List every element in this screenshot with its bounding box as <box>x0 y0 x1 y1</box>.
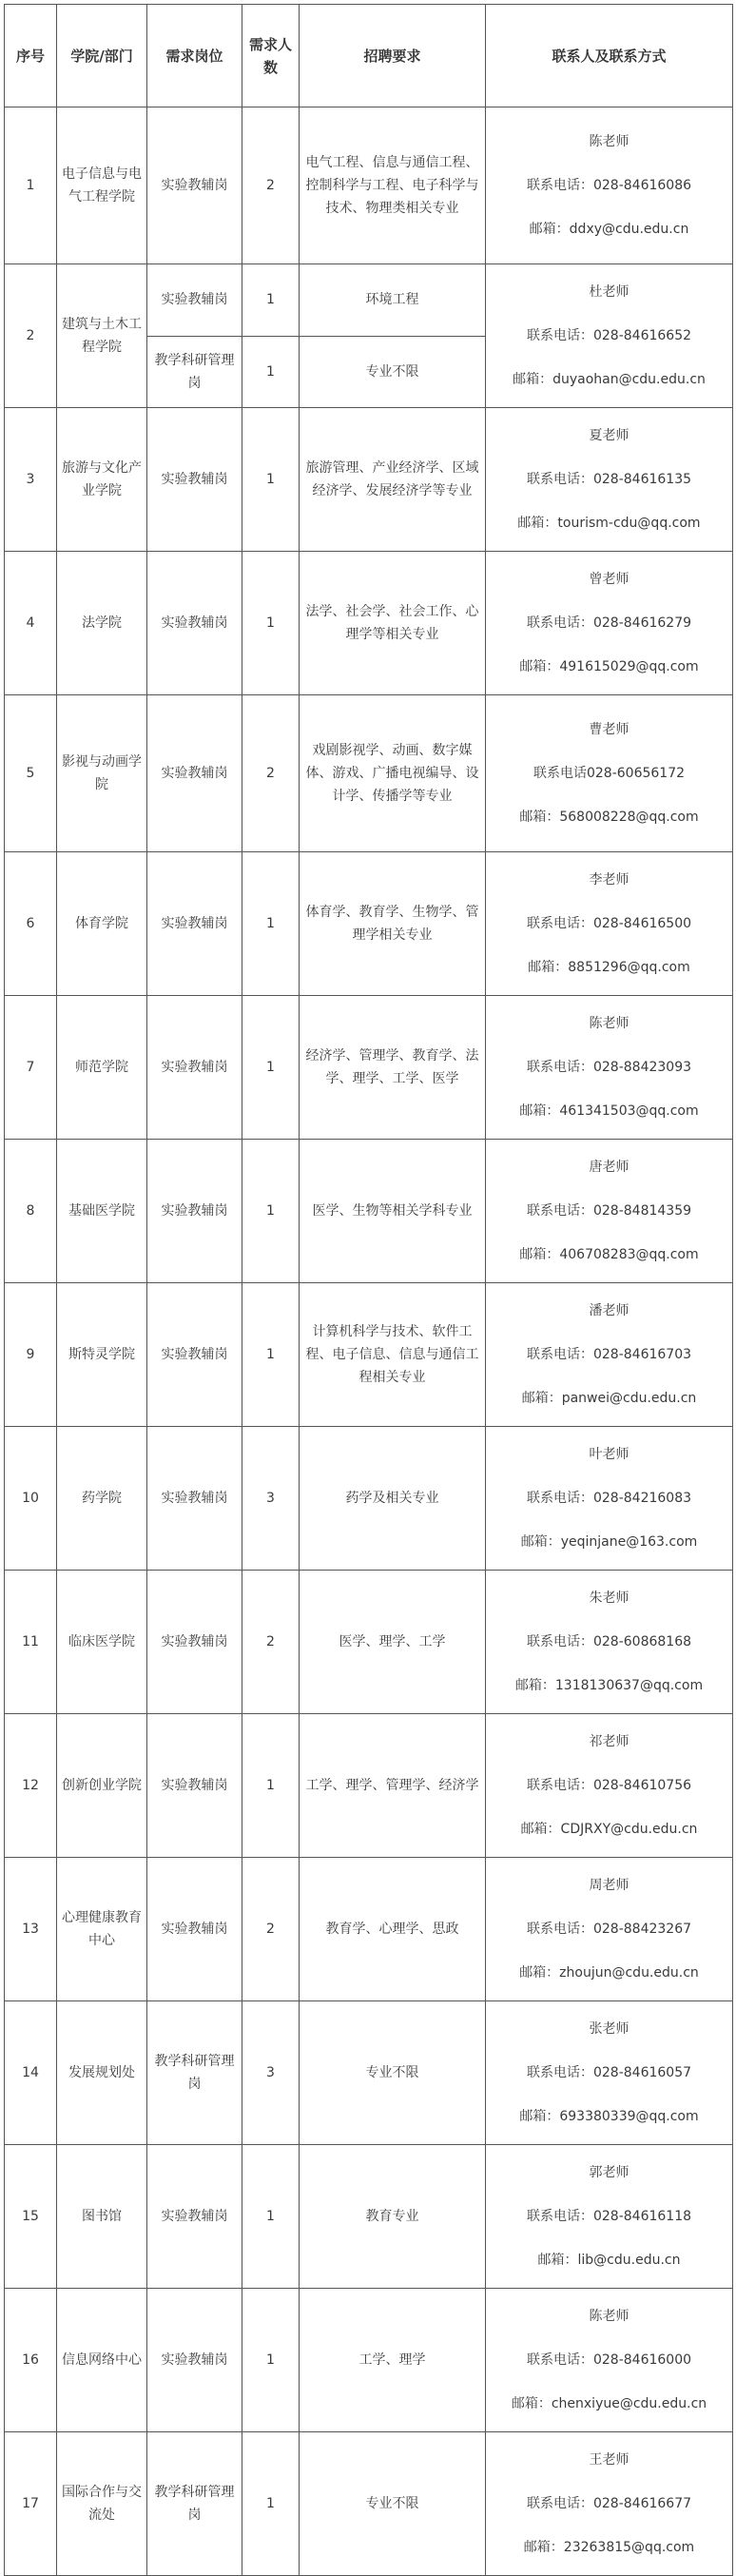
row-count: 1 <box>242 1283 300 1427</box>
row-seq: 6 <box>5 852 57 996</box>
row-requirements: 工学、理学 <box>300 2289 486 2432</box>
row-seq: 3 <box>5 408 57 552</box>
contact-phone: 联系电话028-60656172 <box>533 766 686 781</box>
row-count: 1 <box>242 408 300 552</box>
row-dept: 临床医学院 <box>57 1571 147 1714</box>
row-post: 实验教辅岗 <box>147 2289 242 2432</box>
row-contact <box>486 408 733 552</box>
row-post: 实验教辅岗 <box>147 1140 242 1283</box>
row-seq: 7 <box>5 996 57 1140</box>
row-count: 2 <box>242 1571 300 1714</box>
row-dept: 国际合作与交流处 <box>57 2432 147 2576</box>
row-seq: 9 <box>5 1283 57 1427</box>
row-requirements: 经济学、管理学、教育学、法学、理学、工学、医学 <box>300 996 486 1140</box>
contact-phone: 联系电话：028-84616652 <box>526 328 692 343</box>
row-seq: 17 <box>5 2432 57 2576</box>
row-post: 实验教辅岗 <box>147 1858 242 2001</box>
row-count: 3 <box>242 1427 300 1571</box>
row-contact <box>486 2432 733 2576</box>
row-contact <box>486 1427 733 1571</box>
contact-email: 邮箱：chenxiyue@cdu.edu.cn <box>511 2396 707 2411</box>
table-row <box>5 695 733 852</box>
row-dept: 创新创业学院 <box>57 1714 147 1858</box>
contact-person: 曾老师 <box>589 572 629 587</box>
row-seq: 1 <box>5 107 57 264</box>
row-seq: 5 <box>5 695 57 852</box>
row-dept: 法学院 <box>57 552 147 695</box>
row-contact <box>486 107 733 264</box>
row-requirements: 环境工程 <box>300 264 486 337</box>
row-dept: 药学院 <box>57 1427 147 1571</box>
table-row <box>5 552 733 695</box>
row-post: 实验教辅岗 <box>147 996 242 1140</box>
row-dept: 电子信息与电气工程学院 <box>57 107 147 264</box>
contact-phone: 联系电话：028-84814359 <box>526 1203 692 1219</box>
row-requirements: 专业不限 <box>300 2432 486 2576</box>
row-contact <box>486 2289 733 2432</box>
row-seq: 15 <box>5 2145 57 2289</box>
contact-email: 邮箱：491615029@qq.com <box>519 659 699 674</box>
contact-person: 陈老师 <box>589 134 629 149</box>
row-count: 1 <box>242 336 300 408</box>
row-post: 教学科研管理岗 <box>147 336 242 408</box>
row-post: 实验教辅岗 <box>147 1427 242 1571</box>
row-dept: 斯特灵学院 <box>57 1283 147 1427</box>
row-dept: 图书馆 <box>57 2145 147 2289</box>
table-row <box>5 1283 733 1427</box>
row-contact <box>486 1283 733 1427</box>
row-count: 1 <box>242 552 300 695</box>
row-post: 实验教辅岗 <box>147 107 242 264</box>
contact-email: 邮箱：duyaohan@cdu.edu.cn <box>513 372 706 387</box>
header-dept: 学院/部门 <box>57 5 147 107</box>
contact-phone: 联系电话：028-84616057 <box>526 2065 692 2080</box>
row-count: 1 <box>242 2289 300 2432</box>
table-row <box>5 2145 733 2289</box>
row-count: 2 <box>242 695 300 852</box>
contact-phone: 联系电话：028-84616086 <box>526 178 692 193</box>
row-requirements: 医学、生物等相关学科专业 <box>300 1140 486 1283</box>
contact-phone: 联系电话：028-84616135 <box>526 472 692 487</box>
contact-person: 王老师 <box>589 2452 629 2468</box>
contact-person: 朱老师 <box>589 1590 629 1606</box>
contact-person: 周老师 <box>589 1878 629 1893</box>
row-post: 实验教辅岗 <box>147 264 242 337</box>
row-requirements: 工学、理学、管理学、经济学 <box>300 1714 486 1858</box>
header-contact: 联系人及联系方式 <box>486 5 733 107</box>
contact-phone: 联系电话：028-84616118 <box>526 2209 692 2224</box>
contact-phone: 联系电话：028-84616000 <box>526 2352 692 2368</box>
contact-person: 叶老师 <box>589 1447 629 1462</box>
row-post: 实验教辅岗 <box>147 852 242 996</box>
row-count: 1 <box>242 264 300 337</box>
row-contact <box>486 2145 733 2289</box>
table-row <box>5 996 733 1140</box>
row-requirements: 电气工程、信息与通信工程、控制科学与工程、电子科学与技术、物理类相关专业 <box>300 107 486 264</box>
row-requirements: 药学及相关专业 <box>300 1427 486 1571</box>
row-seq: 4 <box>5 552 57 695</box>
contact-email: 邮箱：406708283@qq.com <box>519 1247 699 1262</box>
contact-person: 祁老师 <box>589 1734 629 1749</box>
table-row <box>5 1427 733 1571</box>
row-dept: 师范学院 <box>57 996 147 1140</box>
row-seq: 14 <box>5 2001 57 2145</box>
contact-person: 郭老师 <box>589 2165 629 2180</box>
row-seq: 8 <box>5 1140 57 1283</box>
row-requirements: 专业不限 <box>300 2001 486 2145</box>
contact-email: 邮箱：8851296@qq.com <box>528 960 690 975</box>
row-requirements: 教育学、心理学、思政 <box>300 1858 486 2001</box>
row-post: 实验教辅岗 <box>147 695 242 852</box>
contact-phone: 联系电话：028-88423093 <box>526 1060 692 1075</box>
row-post: 教学科研管理岗 <box>147 2432 242 2576</box>
row-count: 3 <box>242 2001 300 2145</box>
row-count: 1 <box>242 852 300 996</box>
row-dept: 影视与动画学院 <box>57 695 147 852</box>
table-row <box>5 107 733 264</box>
contact-person: 唐老师 <box>589 1160 629 1175</box>
row-count: 1 <box>242 1140 300 1283</box>
contact-person: 夏老师 <box>589 428 629 443</box>
recruitment-table-container <box>4 4 732 2576</box>
row-requirements: 医学、理学、工学 <box>300 1571 486 1714</box>
table-row <box>5 1571 733 1714</box>
row-requirements: 计算机科学与技术、软件工程、电子信息、信息与通信工程相关专业 <box>300 1283 486 1427</box>
row-contact <box>486 695 733 852</box>
row-seq: 12 <box>5 1714 57 1858</box>
row-seq: 11 <box>5 1571 57 1714</box>
contact-email: 邮箱：lib@cdu.edu.cn <box>537 2253 681 2268</box>
row-post: 实验教辅岗 <box>147 408 242 552</box>
row-dept: 发展规划处 <box>57 2001 147 2145</box>
row-count: 2 <box>242 1858 300 2001</box>
table-row <box>5 2432 733 2576</box>
table-row <box>5 1858 733 2001</box>
header-requirements: 招聘要求 <box>300 5 486 107</box>
contact-email: 邮箱：1318130637@qq.com <box>514 1678 704 1693</box>
row-seq: 16 <box>5 2289 57 2432</box>
row-post: 教学科研管理岗 <box>147 2001 242 2145</box>
contact-email: 邮箱：panwei@cdu.edu.cn <box>521 1391 697 1406</box>
row-contact <box>486 1140 733 1283</box>
row-dept: 旅游与文化产业学院 <box>57 408 147 552</box>
header-seq: 序号 <box>5 5 57 107</box>
row-count: 2 <box>242 107 300 264</box>
contact-email: 邮箱：ddxy@cdu.edu.cn <box>529 222 689 237</box>
contact-person: 李老师 <box>589 872 629 888</box>
row-post: 实验教辅岗 <box>147 2145 242 2289</box>
row-post: 实验教辅岗 <box>147 1283 242 1427</box>
contact-phone: 联系电话：028-84616677 <box>526 2496 692 2511</box>
table-row <box>5 1140 733 1283</box>
contact-phone: 联系电话：028-84616703 <box>526 1347 692 1362</box>
contact-email: 邮箱：tourism-cdu@qq.com <box>517 516 701 531</box>
row-dept: 体育学院 <box>57 852 147 996</box>
row-dept: 心理健康教育中心 <box>57 1858 147 2001</box>
table-row <box>5 408 733 552</box>
table-row <box>5 852 733 996</box>
table-row <box>5 2001 733 2145</box>
row-requirements: 专业不限 <box>300 336 486 408</box>
contact-person: 潘老师 <box>589 1303 629 1318</box>
contact-email: 邮箱：yeqinjane@163.com <box>520 1534 698 1550</box>
row-contact <box>486 264 733 408</box>
contact-person: 曹老师 <box>589 722 629 737</box>
recruitment-table <box>4 4 733 2576</box>
contact-email: 邮箱：693380339@qq.com <box>519 2109 699 2124</box>
contact-person: 张老师 <box>589 2021 629 2037</box>
row-requirements: 体育学、教育学、生物学、管理学相关专业 <box>300 852 486 996</box>
contact-phone: 联系电话：028-88423267 <box>526 1922 692 1937</box>
row-count: 1 <box>242 1714 300 1858</box>
contact-person: 陈老师 <box>589 1016 629 1031</box>
row-count: 1 <box>242 2145 300 2289</box>
row-dept: 建筑与土木工程学院 <box>57 264 147 408</box>
contact-phone: 联系电话：028-84610756 <box>526 1778 692 1793</box>
row-post: 实验教辅岗 <box>147 552 242 695</box>
contact-email: 邮箱：zhoujun@cdu.edu.cn <box>519 1965 699 1981</box>
row-seq: 2 <box>5 264 57 408</box>
row-post: 实验教辅岗 <box>147 1571 242 1714</box>
contact-email: 邮箱：23263815@qq.com <box>523 2540 695 2555</box>
header-count: 需求人数 <box>242 5 300 107</box>
row-requirements: 戏剧影视学、动画、数字媒体、游戏、广播电视编导、设计学、传播学等专业 <box>300 695 486 852</box>
row-requirements: 教育专业 <box>300 2145 486 2289</box>
table-header-row <box>5 5 733 107</box>
row-requirements: 法学、社会学、社会工作、心理学等相关专业 <box>300 552 486 695</box>
row-requirements: 旅游管理、产业经济学、区域经济学、发展经济学等专业 <box>300 408 486 552</box>
row-count: 1 <box>242 996 300 1140</box>
contact-phone: 联系电话：028-84616500 <box>526 916 692 931</box>
contact-phone: 联系电话：028-84616279 <box>526 615 692 631</box>
contact-person: 陈老师 <box>589 2309 629 2324</box>
row-post: 实验教辅岗 <box>147 1714 242 1858</box>
contact-email: 邮箱：461341503@qq.com <box>519 1103 699 1119</box>
row-contact <box>486 1714 733 1858</box>
row-contact <box>486 852 733 996</box>
row-contact <box>486 996 733 1140</box>
row-count: 1 <box>242 2432 300 2576</box>
table-body <box>5 107 733 2576</box>
contact-phone: 联系电话：028-60868168 <box>526 1634 692 1649</box>
row-contact <box>486 552 733 695</box>
contact-email: 邮箱：CDJRXY@cdu.edu.cn <box>520 1822 698 1837</box>
table-row <box>5 1714 733 1858</box>
table-row <box>5 2289 733 2432</box>
row-contact <box>486 1858 733 2001</box>
row-contact <box>486 2001 733 2145</box>
contact-person: 杜老师 <box>589 284 629 300</box>
row-dept: 信息网络中心 <box>57 2289 147 2432</box>
table-row <box>5 264 733 337</box>
row-dept: 基础医学院 <box>57 1140 147 1283</box>
contact-phone: 联系电话：028-84216083 <box>526 1491 692 1506</box>
row-seq: 10 <box>5 1427 57 1571</box>
row-seq: 13 <box>5 1858 57 2001</box>
contact-email: 邮箱：568008228@qq.com <box>519 810 699 825</box>
header-post: 需求岗位 <box>147 5 242 107</box>
row-contact <box>486 1571 733 1714</box>
